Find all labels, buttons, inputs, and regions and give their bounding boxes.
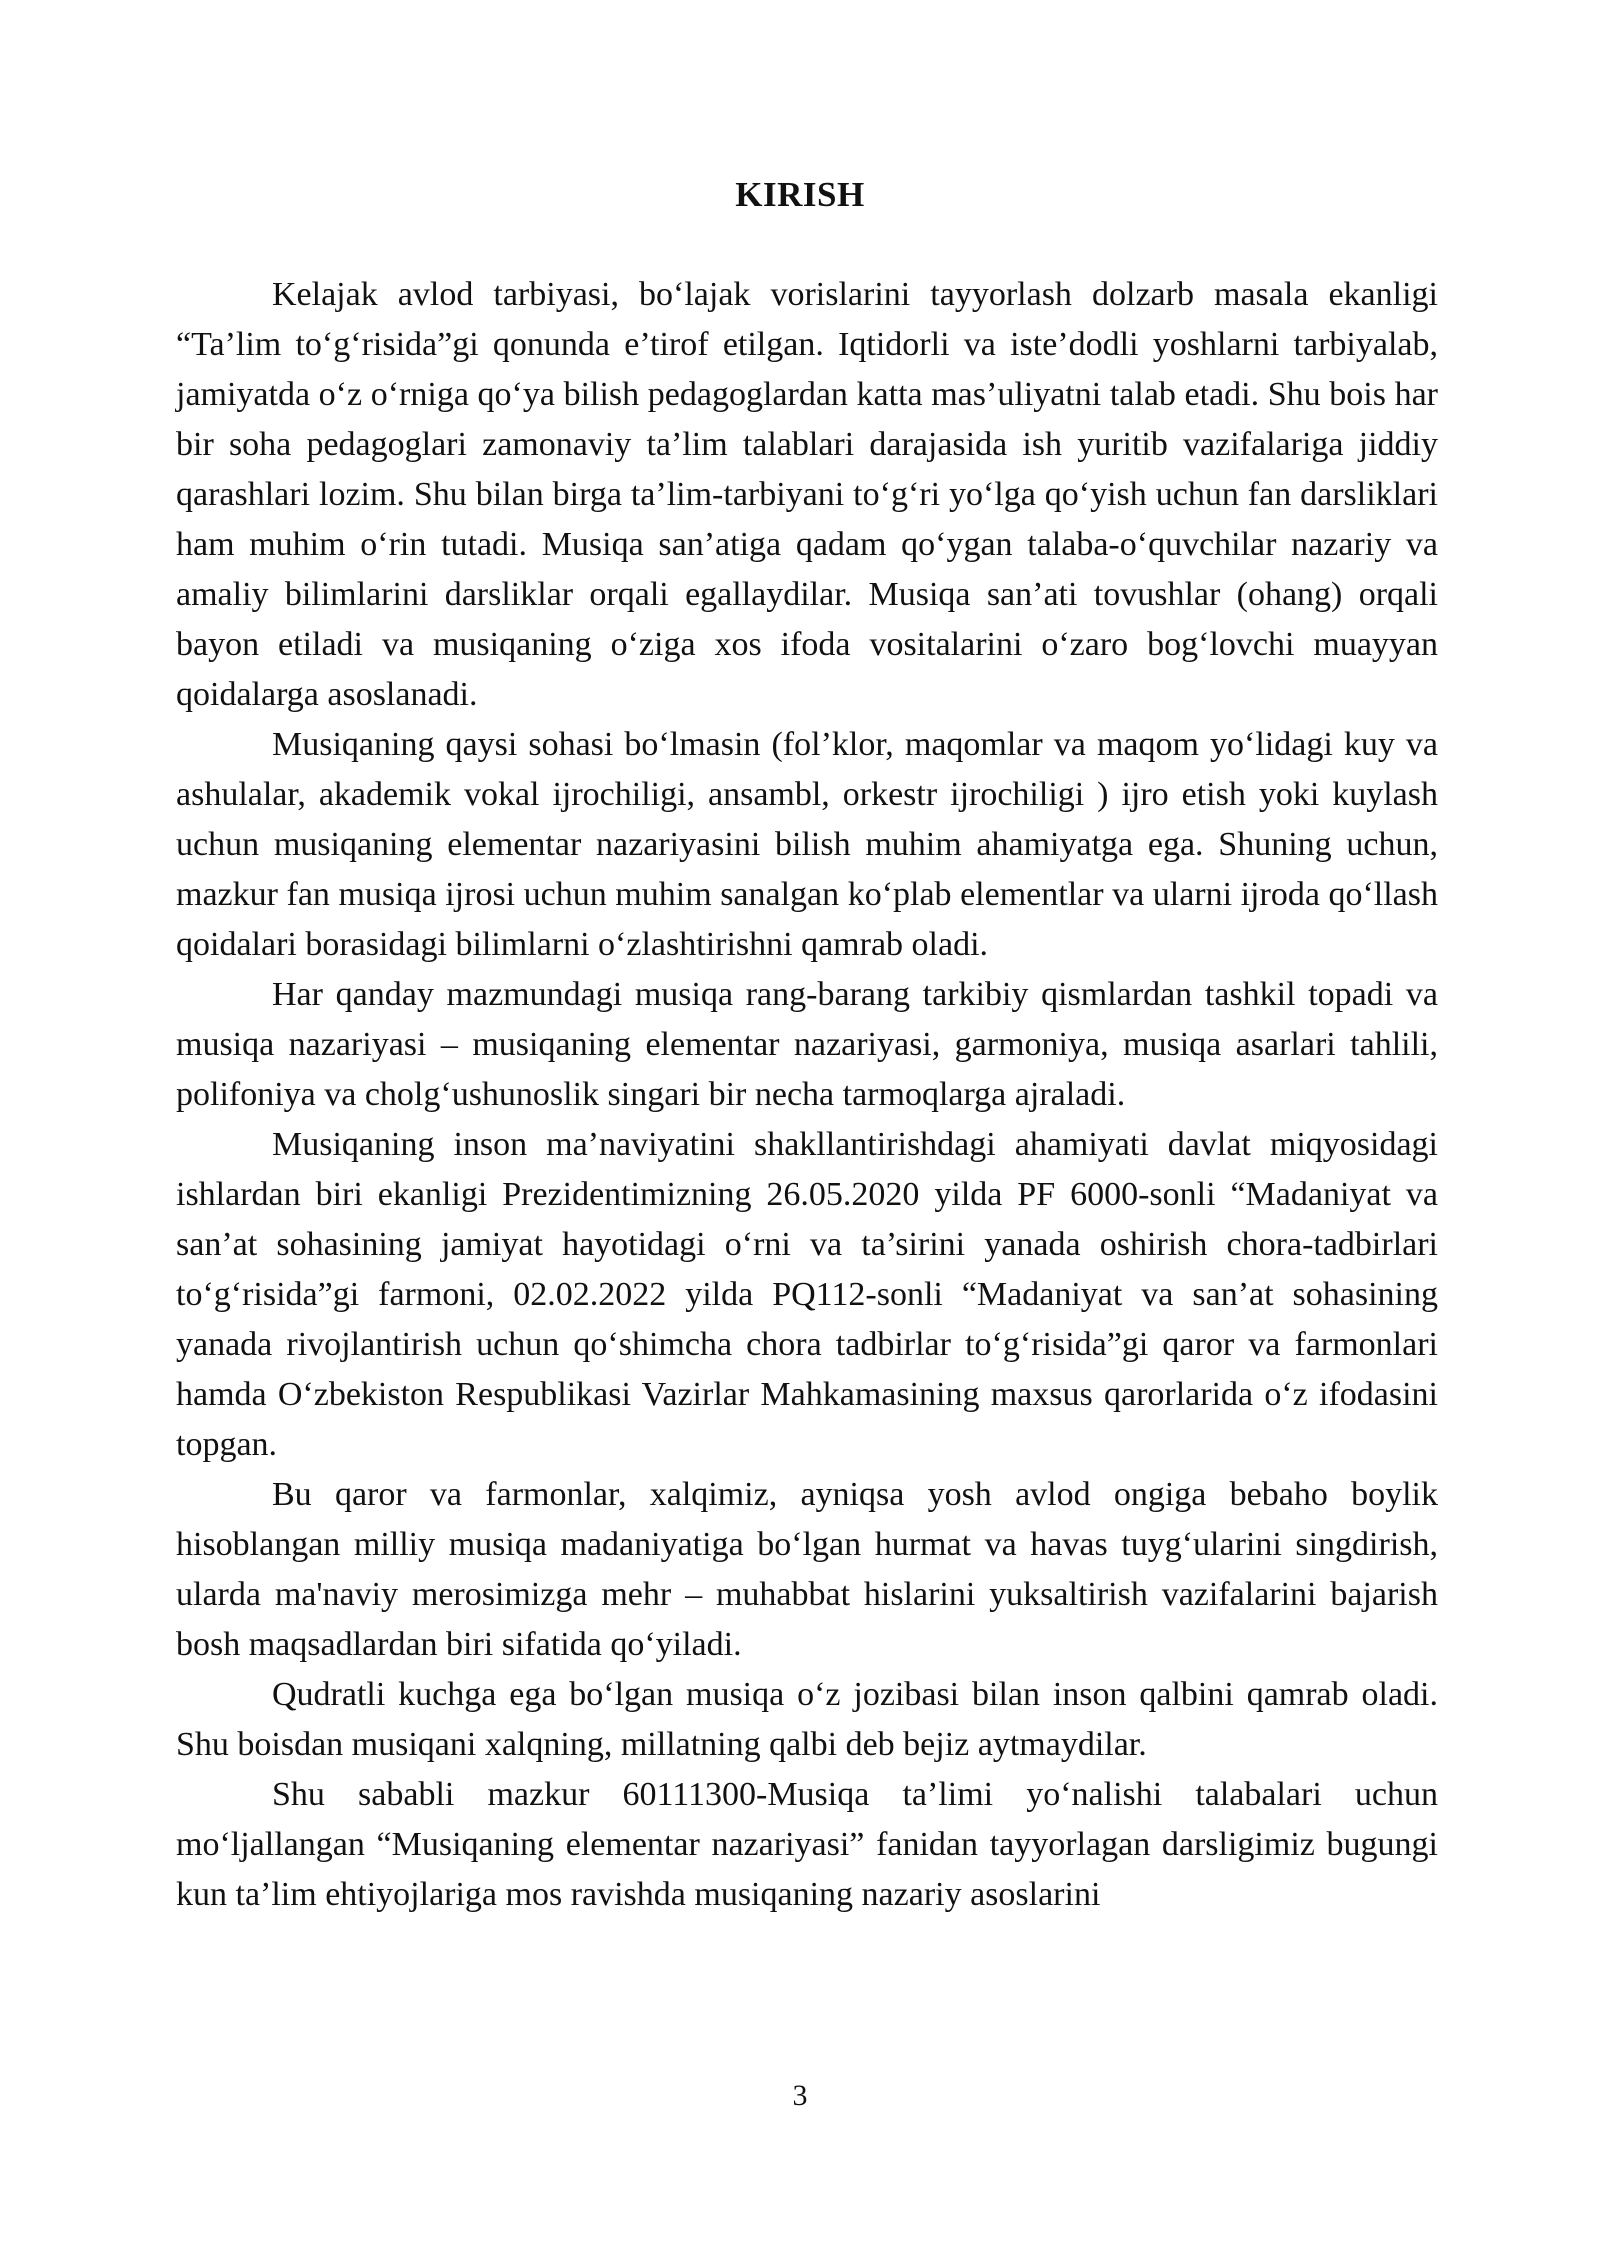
paragraph: Shu sababli mazkur 60111300-Musiqa ta’limi yo‘nalishi talabalari uchun mo‘ljallangan “Musiqaning elementar nazariyasi” fanidan tayyorlagan darsligimiz bugungi kun ta’lim ehtiyojlariga mos ravishda musiqaning nazariy asoslarini <box>176 1776 1438 1913</box>
paragraph: Musiqaning qaysi sohasi bo‘lmasin (fol’klor, maqomlar va maqom yo‘lidagi kuy va ashulalar, akademik vokal ijrochiligi, ansambl, orkestr ijrochiligi ) ijro etish yoki kuylash uchun musiqaning elementar nazariyasini bilish muhim ahamiyatga ega. Shuning uchun, mazkur fan musiqa ijrosi uchun muhim sanalgan ko‘plab elementlar va ularni ijroda qo‘llash qoidalari borasidagi bilimlarni o‘zlashtirishni qamrab oladi. <box>176 726 1438 963</box>
body-text <box>176 270 1438 1920</box>
paragraph: Bu qaror va farmonlar, xalqimiz, ayniqsa yosh avlod ongiga bebaho boylik hisoblangan milliy musiqa madaniyatiga bo‘lgan hurmat va havas tuyg‘ularini singdirish, ularda ma'naviy merosimizga mehr – muhabbat hislarini yuksaltirish vazifalarini bajarish bosh maqsadlardan biri sifatida qo‘yiladi. <box>176 1476 1438 1663</box>
paragraph: Har qanday mazmundagi musiqa rang-barang tarkibiy qismlardan tashkil topadi va musiqa nazariyasi – musiqaning elementar nazariyasi, garmoniya, musiqa asarlari tahlili, polifoniya va cholg‘ushunoslik singari bir necha tarmoqlarga ajraladi. <box>176 976 1438 1113</box>
paragraph: Musiqaning inson ma’naviyatini shakllantirishdagi ahamiyati davlat miqyosidagi ishlardan biri ekanligi Prezidentimizning 26.05.2020 yilda PF 6000-sonli “Madaniyat va san’at sohasining jamiyat hayotidagi o‘rni va ta’sirini yanada oshirish chora-tadbirlari to‘g‘risida”gi farmoni, 02.02.2022 yilda PQ112-sonli “Madaniyat va san’at sohasining yanada rivojlantirish uchun qo‘shimcha chora tadbirlar to‘g‘risida”gi qaror va farmonlari hamda O‘zbekiston Respublikasi Vazirlar Mahkamasining maxsus qarorlarida o‘z ifodasini topgan. <box>176 1126 1438 1463</box>
page-number: 3 <box>792 2079 808 2112</box>
page-title: KIRISH <box>735 175 865 214</box>
paragraph: Qudratli kuchga ega bo‘lgan musiqa o‘z jozibasi bilan inson qalbini qamrab oladi. Shu boisdan musiqani xalqning, millatning qalbi deb bejiz aytmaydilar. <box>176 1676 1438 1763</box>
paragraph: Kelajak avlod tarbiyasi, bo‘lajak vorislarini tayyorlash dolzarb masala ekanligi “Ta’lim to‘g‘risida”gi qonunda e’tirof etilgan. Iqtidorli va iste’dodli yoshlarni tarbiyalab, jamiyatda o‘z o‘rniga qo‘ya bilish pedagoglardan katta mas’uliyatni talab etadi. Shu bois har bir soha pedagoglari zamonaviy ta’lim talablari darajasida ish yuritib vazifalariga jiddiy qarashlari lozim. Shu bilan birga ta’lim-tarbiyani to‘g‘ri yo‘lga qo‘yish uchun fan darsliklari ham muhim o‘rin tutadi. Musiqa san’atiga qadam qo‘ygan talaba-o‘quvchilar nazariy va amaliy bilimlarini darsliklar orqali egallaydilar. Musiqa san’ati tovushlar (ohang) orqali bayon etiladi va musiqaning o‘ziga xos ifoda vositalarini o‘zaro bog‘lovchi muayyan qoidalarga asoslanadi. <box>176 276 1438 713</box>
